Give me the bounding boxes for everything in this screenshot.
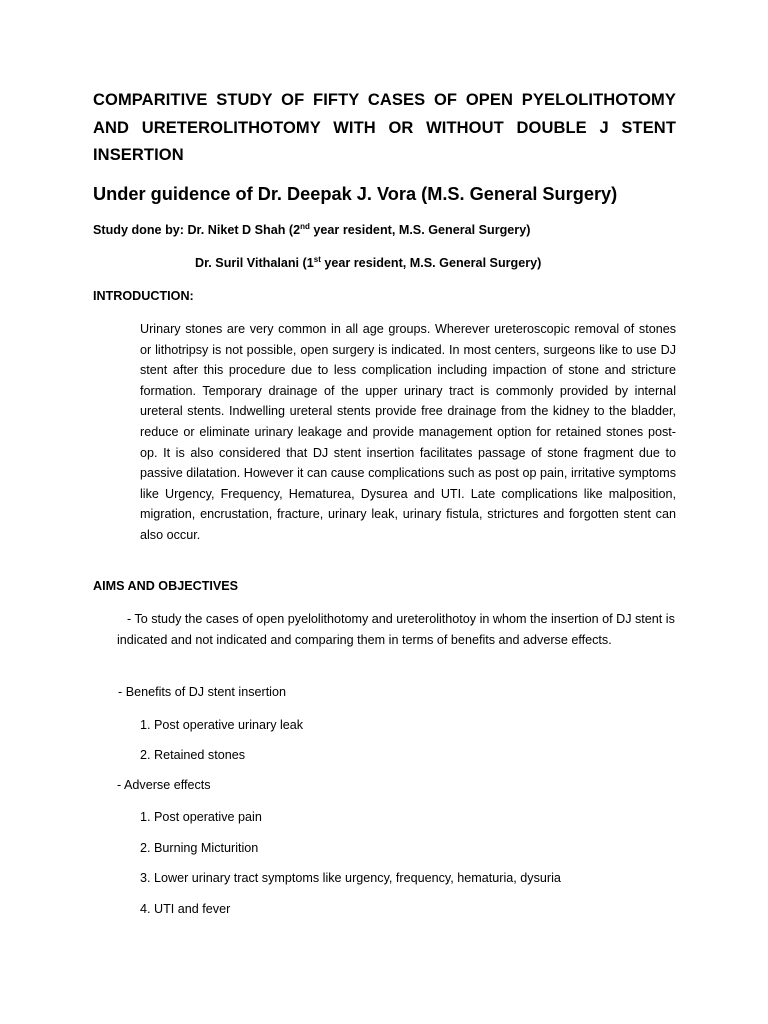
study-by-line-1-sup: nd bbox=[300, 221, 310, 231]
study-by-line-1-prefix: Study done by: Dr. Niket D Shah (2 bbox=[93, 223, 301, 237]
study-by-line-2-suffix: year resident, M.S. General Surgery) bbox=[320, 256, 542, 270]
benefits-heading: - Benefits of DJ stent insertion bbox=[118, 685, 286, 699]
introduction-heading: INTRODUCTION: bbox=[93, 289, 194, 303]
adverse-item: 4. UTI and fever bbox=[140, 902, 231, 916]
study-by-line-2-sup: st bbox=[313, 254, 321, 264]
guidance-line: Under guidence of Dr. Deepak J. Vora (M.S. General Surgery) bbox=[93, 184, 618, 204]
adverse-item: 3. Lower urinary tract symptoms like urgency, frequency, hematuria, dysuria bbox=[140, 871, 561, 885]
document-title: COMPARITIVE STUDY OF FIFTY CASES OF OPEN PYELOLITHOTOMY AND URETEROLITHOTOMY WITH OR WITHOUT DOUBLE J STENT INSERTION bbox=[93, 91, 676, 164]
introduction-paragraph: Urinary stones are very common in all age groups. Wherever ureteroscopic removal of stones or lithotripsy is not possible, open surgery is indicated. In most centers, surgeons like to use DJ stent after this procedure due to less complication including impaction of stone and stricture formation. Temporary drainage of the upper urinary tract is commonly provided by internal ureteral stents. Indwelling ureteral stents provide free drainage from the kidney to the bladder, reduce or eliminate urinary leakage and provide management option for retained stones post-op. It is also considered that DJ stent insertion facilitates passage of stone fragment due to passive dilatation. However it can cause complications such as post op pain, irritative symptoms like Urgency, Frequency, Hematurea, Dysurea and UTI. Late complications like malposition, migration, encrustation, fracture, urinary leak, urinary fistula, strictures and forgotten stent can also occur. bbox=[140, 322, 676, 542]
study-by-line-2 bbox=[195, 253, 541, 273]
adverse-item: 2. Burning Micturition bbox=[140, 841, 259, 855]
benefit-item: 2. Retained stones bbox=[140, 748, 246, 762]
aims-paragraph-text: - To study the cases of open pyelolithotomy and ureterolithotoy in whom the insertion of DJ stent is indicated and not indicated and comparing them in terms of benefits and adverse effects. bbox=[117, 612, 675, 647]
study-by-line-1 bbox=[93, 220, 530, 240]
study-by-line-2-prefix: Dr. Suril Vithalani (1 bbox=[195, 256, 314, 270]
aims-paragraph bbox=[117, 609, 679, 651]
adverse-item: 1. Post operative pain bbox=[140, 810, 262, 824]
aims-heading: AIMS AND OBJECTIVES bbox=[93, 579, 239, 593]
adverse-heading: - Adverse effects bbox=[117, 778, 211, 792]
benefit-item: 1. Post operative urinary leak bbox=[140, 718, 304, 732]
study-by-line-1-suffix: year resident, M.S. General Surgery) bbox=[309, 223, 531, 237]
